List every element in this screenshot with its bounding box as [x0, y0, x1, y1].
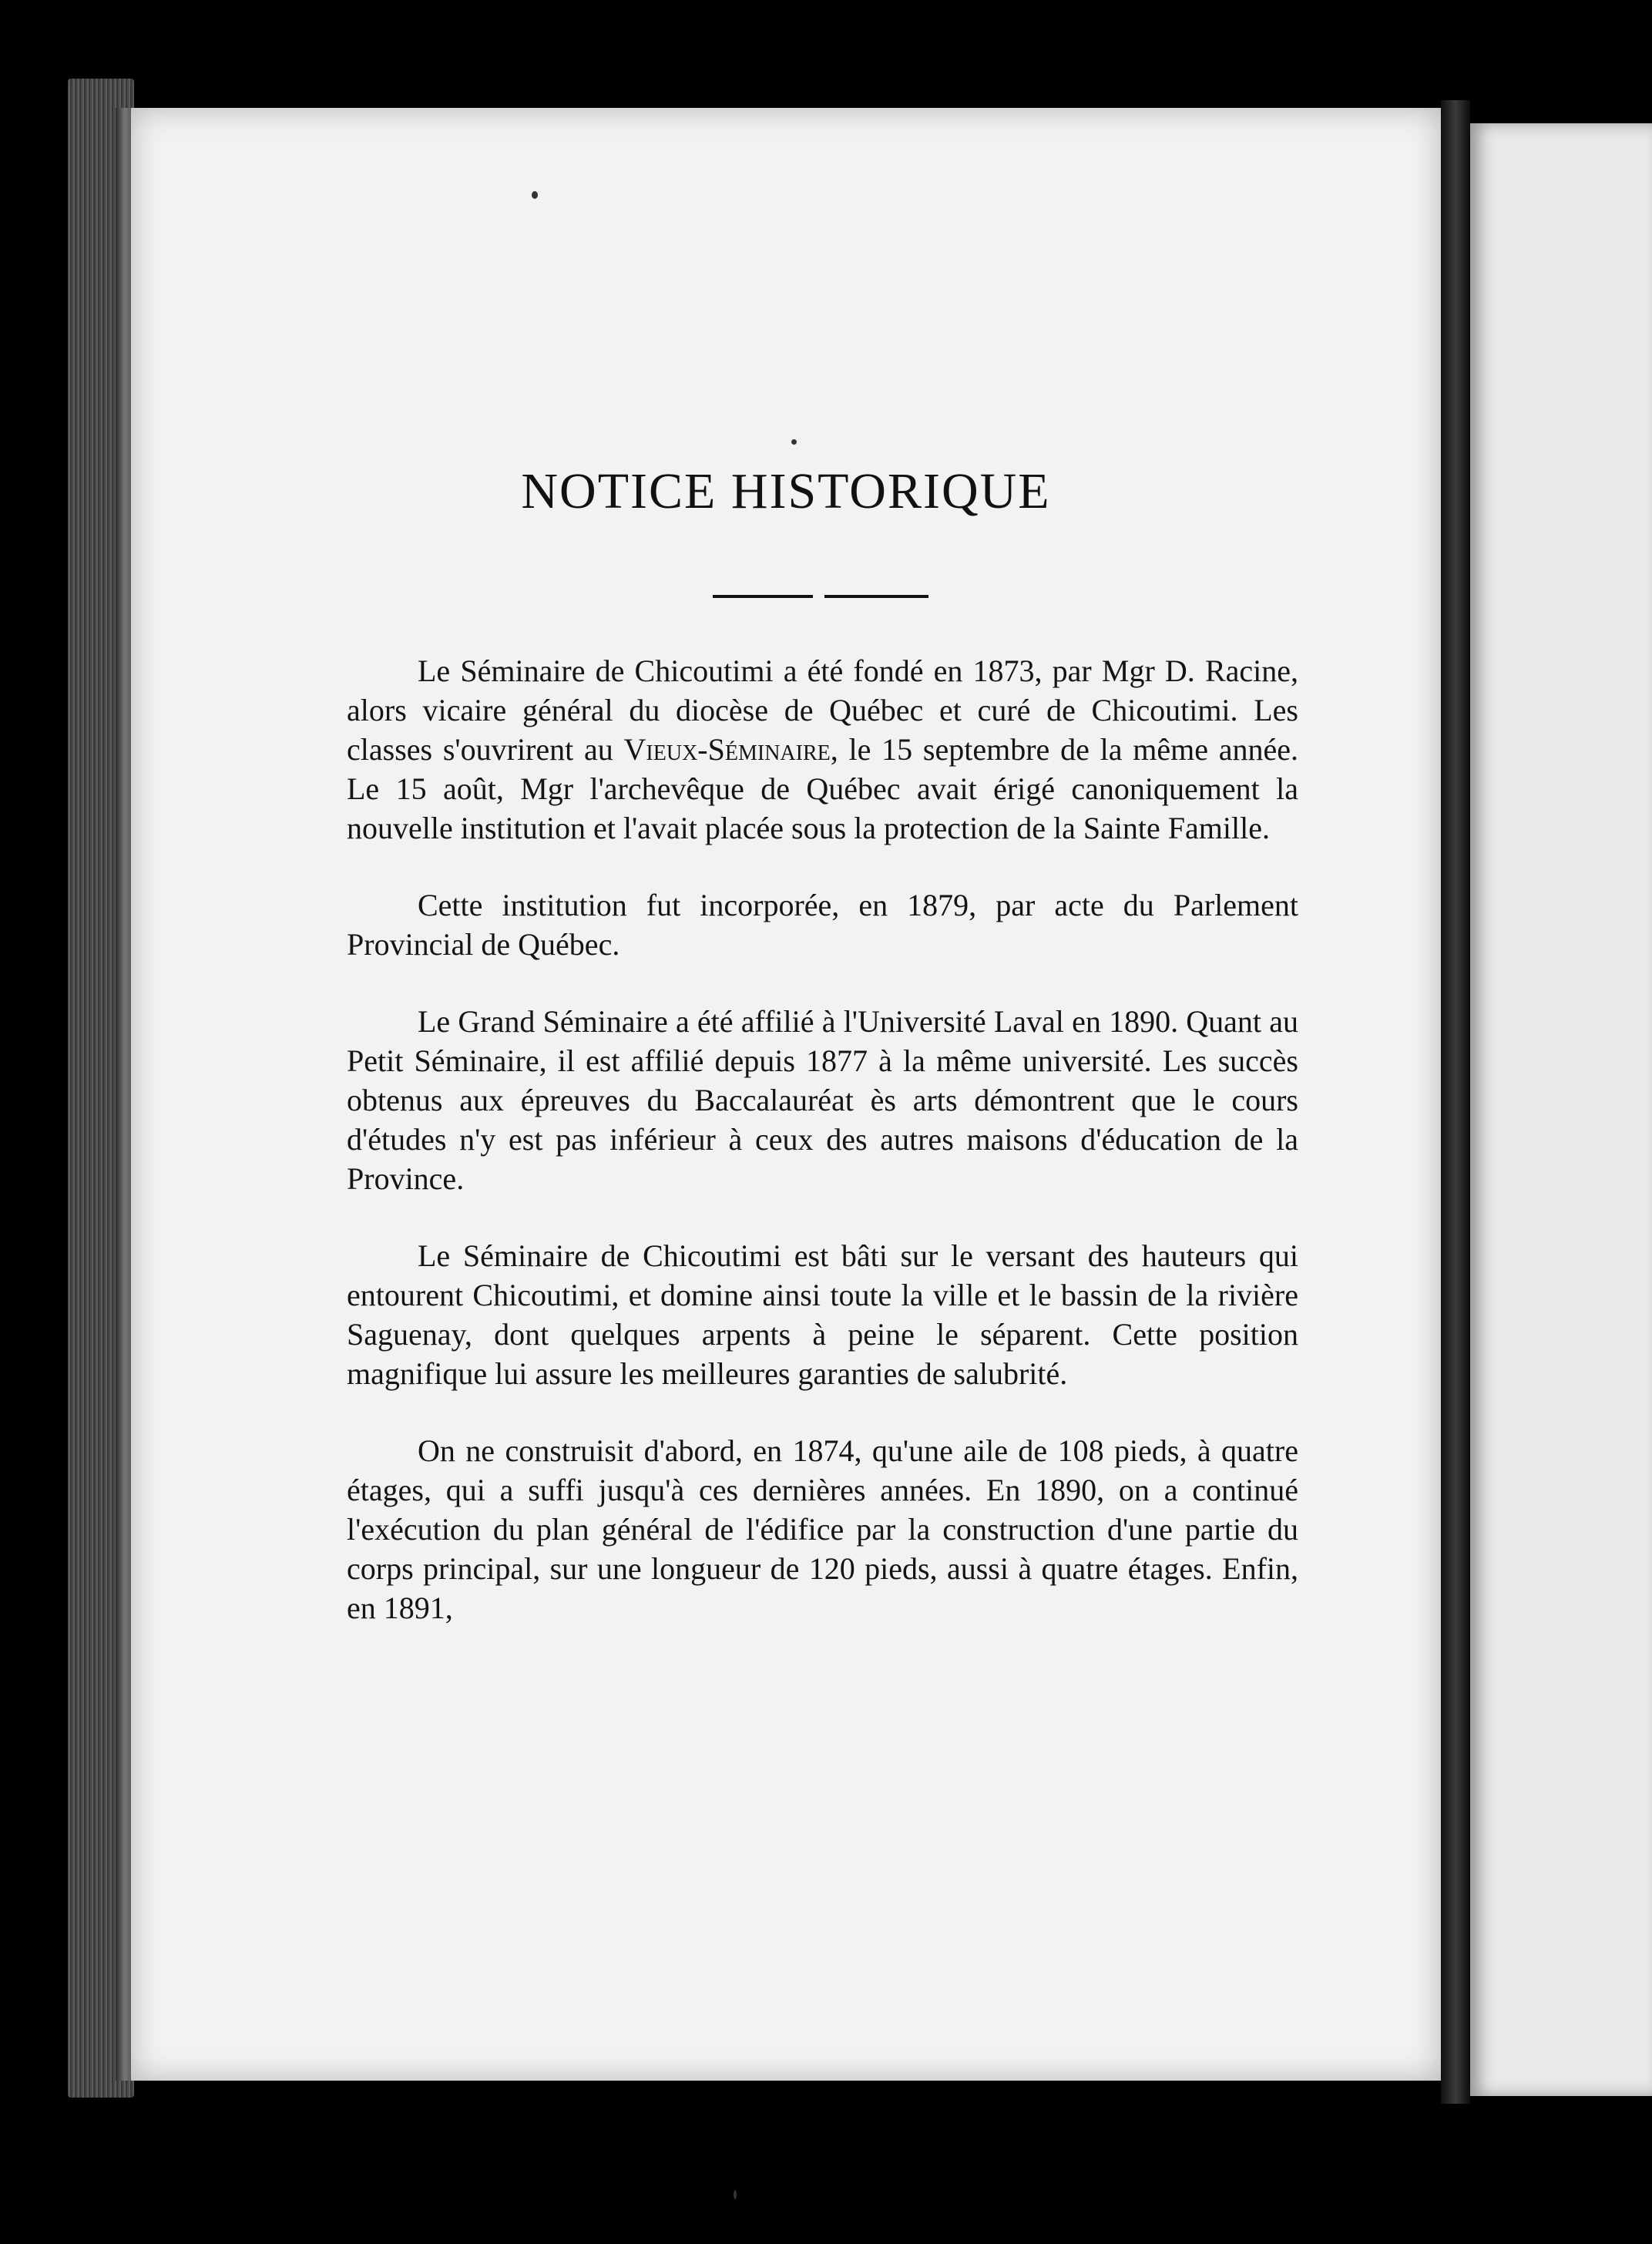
paragraph-2: Cette institution fut incorporée, en 1879, par acte du Parlement Provincial de Québec. — [347, 888, 1298, 962]
body-text — [347, 651, 1298, 1665]
paragraph-1 — [347, 651, 1298, 848]
page-title: NOTICE HISTORIQUE — [521, 463, 1051, 519]
title-rule-right — [824, 595, 928, 598]
scan-speck — [791, 439, 797, 445]
paragraph-1-smallcaps: Vieux-Séminaire — [623, 732, 831, 767]
paragraph-4: Le Séminaire de Chicoutimi est bâti sur le versant des hauteurs qui entourent Chicoutimi, et domine ainsi toute la ville et le bassin de la rivière Saguenay, dont quelques arpents à peine le séparent. Cette position magnifique lui assure les meilleures garanties de salubrité. — [347, 1238, 1298, 1391]
paragraph-1-after: , le 15 septembre de la même année. Le 15 août, Mgr l'archevêque de Québec avait érigé canoniquement la nouvelle institution et l'avait placée sous la protection de la Sainte Famille. — [347, 732, 1299, 845]
facing-page-edge — [1470, 123, 1652, 2096]
title-rule-left — [713, 595, 813, 598]
paragraph-3: Le Grand Séminaire a été affilié à l'Université Laval en 1890. Quant au Petit Séminaire, il est affilié depuis 1877 à la même université. Les succès obtenus aux épreuves du Baccalauréat ès arts démontrent que le cours d'études n'y est pas inférieur à ceux des autres maisons d'éducation de la Province. — [347, 1004, 1298, 1196]
scan-speck — [734, 2190, 737, 2199]
paragraph-1-before: Le Séminaire de Chicoutimi a été fondé en 1873, par Mgr D. Racine, alors vicaire général du diocèse de Québec et curé de Chicoutimi. Les classes s'ouvrirent au — [347, 653, 1298, 767]
paragraph-5: On ne construisit d'abord, en 1874, qu'une aile de 108 pieds, à quatre étages, qui a suffi jusqu'à ces dernières années. En 1890, on a continué l'exécution du plan général de l'édifice par la construction d'une partie du corps principal, sur une longueur de 120 pieds, aussi à quatre étages. Enfin, en 1891, — [347, 1433, 1298, 1625]
book-gutter — [1441, 100, 1470, 2104]
scan-speck — [532, 191, 538, 199]
